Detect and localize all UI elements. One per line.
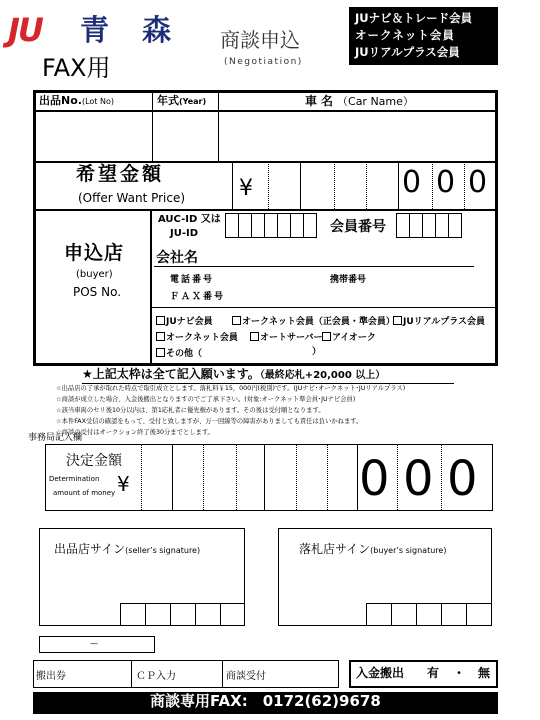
id-digit-cell[interactable] — [277, 213, 291, 238]
phone-label: 電話番号 — [170, 275, 215, 285]
buyer-sig-cell[interactable] — [391, 603, 417, 626]
buyer-sig-cell[interactable] — [366, 603, 392, 626]
buyer-sig-cell[interactable] — [416, 603, 442, 626]
notice-line: ☆本件FAX受信の確認をもって、受付と致しますが、万一回線等の障害がありましても責任は負いかねます。 — [56, 418, 363, 425]
seller-sig-cell[interactable] — [220, 603, 245, 626]
id-digit-cell[interactable] — [251, 213, 265, 238]
car-name-label: 車名（Car Name） — [305, 94, 414, 108]
payment-carry-label: 入金搬出 — [356, 666, 405, 680]
decided-amount-en-1: Determination — [49, 475, 100, 483]
decided-amount-digit: 0 — [359, 451, 390, 507]
notice-line: ☆出品店の了承が取れた時点で取引成立とします。落札料￥15，000円(税別)です。(JUナビ･オークネット･JUリアルプラス) — [56, 385, 406, 392]
member-no-cell[interactable] — [448, 213, 462, 238]
offer-price-digit: 0 — [436, 165, 456, 200]
offer-price-digit: 0 — [402, 165, 422, 200]
offer-price-label: 希望金額 — [76, 163, 165, 185]
applicant-sub-label: (buyer) — [76, 269, 113, 280]
notice-line: ☆商談の受付はオークション終了後30分までとします。 — [56, 429, 214, 436]
member-type-3: JUリアルプラス会員 — [355, 45, 460, 59]
fax-number-text: 商談専用FAX: 0172(62)9678 — [150, 692, 381, 710]
decided-yen-sign: ¥ — [117, 472, 130, 496]
decided-amount-label: 決定金額 — [66, 453, 122, 469]
buyer-signature-label: 落札店サイン(buyer’s signature) — [299, 542, 447, 556]
checkbox[interactable] — [156, 348, 165, 357]
decided-amount-en-2: amount of money — [53, 489, 116, 497]
check-ju-real-plus[interactable]: JUリアルプラス会員 — [393, 316, 485, 327]
member-no-label: 会員番号 — [330, 219, 386, 235]
check-ju-navi[interactable]: JUナビ会員 — [156, 316, 213, 327]
auc-id-label: AUC-ID 又は — [158, 214, 221, 225]
checkbox[interactable] — [156, 316, 165, 325]
check-other[interactable]: その他（ — [156, 348, 202, 359]
fax-number-label: ＦＡＸ番号 — [170, 292, 226, 302]
fax-label: FAX用 — [42, 54, 111, 82]
applicant-pos-label: POS No. — [73, 285, 122, 299]
office-memo-dash: — — [90, 639, 98, 648]
negotiation-reception-label: 商談受付 — [226, 671, 266, 682]
notice-line: ☆商談が成立した場合、入金後搬出となりますのでご了承下さい。(対象:オークネット準会員･JUナビ会員) — [56, 396, 356, 403]
other-close-paren: ） — [312, 347, 322, 357]
member-types-box — [349, 7, 498, 65]
payment-no[interactable]: 無 — [478, 666, 491, 680]
id-digit-cell[interactable] — [238, 213, 252, 238]
applicant-label: 申込店 — [64, 242, 125, 264]
member-type-1: JUナビ＆トレード会員 — [355, 11, 473, 25]
seller-sig-cell[interactable] — [195, 603, 221, 626]
seller-sig-cell[interactable] — [120, 603, 146, 626]
seller-sig-cell[interactable] — [170, 603, 196, 626]
form-title: 商談申込 — [220, 28, 300, 52]
checkbox[interactable] — [322, 332, 331, 341]
id-digit-cell[interactable] — [303, 213, 317, 238]
company-name: 青 森 — [80, 13, 174, 47]
offer-yen-sign: ¥ — [239, 176, 253, 201]
member-no-cell[interactable] — [396, 213, 410, 238]
lot-no-label: 出品No.(Lot No) — [39, 94, 114, 107]
mobile-label: 携帯番号 — [330, 275, 367, 285]
seller-sig-cell[interactable] — [145, 603, 171, 626]
decided-amount-digit: 0 — [447, 451, 478, 507]
seller-signature-label: 出品店サイン(seller’s signature) — [54, 542, 201, 556]
buyer-sig-cell[interactable] — [466, 603, 492, 626]
offer-price-digit: 0 — [468, 165, 488, 200]
payment-dot: ・ — [453, 666, 466, 680]
notice-line: ☆該当車両のセリ後10分以内は、第1応札者に優先権があります。その後は受付順となります。 — [56, 407, 325, 414]
ju-id-label: JU-ID — [170, 228, 199, 239]
form-subtitle: (Negotiation) — [224, 57, 303, 67]
payment-yes[interactable]: 有 — [427, 666, 440, 680]
checkbox[interactable] — [156, 332, 165, 341]
member-type-2: オークネット会員 — [355, 28, 455, 42]
checkbox[interactable] — [250, 332, 259, 341]
buyer-sig-cell[interactable] — [441, 603, 467, 626]
checkbox[interactable] — [393, 316, 402, 325]
ju-logo: JU — [8, 11, 42, 49]
decided-amount-digit: 0 — [403, 451, 434, 507]
offer-price-en-label: (Offer Want Price) — [78, 191, 186, 205]
id-digit-cell[interactable] — [264, 213, 278, 238]
cp-input-label: ＣＰ入力 — [136, 671, 176, 682]
check-iauc[interactable]: アイオーク — [322, 332, 376, 343]
company-name-label: 会社名 — [156, 250, 198, 266]
check-aucnet[interactable]: オークネット会員 — [156, 332, 238, 343]
member-no-cell[interactable] — [409, 213, 423, 238]
check-aucnet-full[interactable]: オークネット会員（正会員・準会員） — [232, 316, 395, 327]
id-digit-cell[interactable] — [290, 213, 304, 238]
year-label: 年式(Year) — [157, 94, 207, 107]
member-no-cell[interactable] — [435, 213, 449, 238]
check-autoserver[interactable]: オートサーバー — [250, 332, 323, 343]
process-row — [33, 660, 339, 688]
notice-main: ★上記太枠は全て記入願います。（最終応札+20,000 以上） — [82, 367, 386, 381]
id-digit-cell[interactable] — [225, 213, 239, 238]
carry-ticket-label: 搬出券 — [36, 671, 66, 682]
office-section-label: 事務局記入欄 — [28, 433, 83, 443]
member-no-cell[interactable] — [422, 213, 436, 238]
checkbox[interactable] — [232, 316, 241, 325]
